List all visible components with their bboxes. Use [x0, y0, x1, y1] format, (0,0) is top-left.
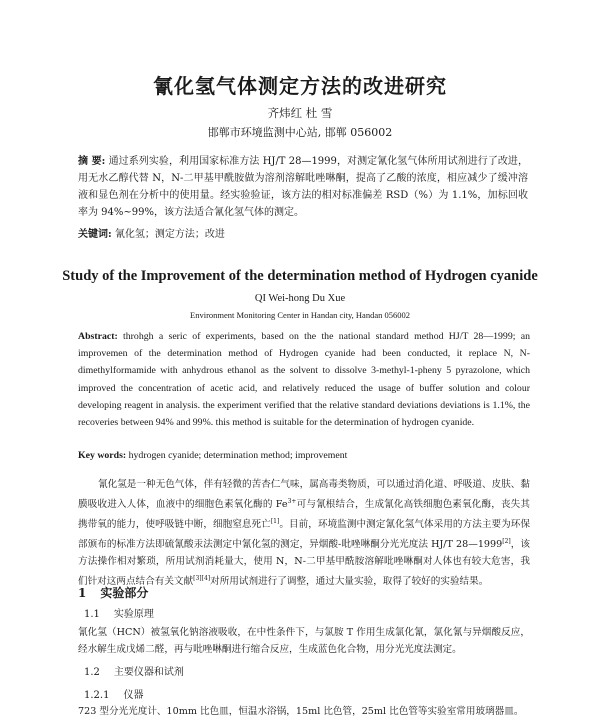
principle-text: 氰化氢（HCN）被氢氧化钠溶液吸收，在中性条件下，与氯胺 T 作用生成氯化氰，氯化氰与异烟酸反应，经水解生成戊烯二醛，再与吡唑啉酮进行缩合反应，生成蓝色化合物，用分光光度法测定。 — [78, 627, 530, 655]
affiliation-en: Environment Monitoring Center in Handan city, Handan 056002 — [190, 310, 410, 320]
keywords-en-label: Key words: — [78, 450, 127, 461]
abstract-cn — [78, 153, 528, 221]
authors-en: QI Wei-hong Du Xue — [254, 293, 346, 304]
intro-sup-1: 3+ — [287, 497, 297, 505]
section-1-1-heading — [84, 605, 154, 620]
section-1-2-heading — [84, 663, 184, 678]
citation-1: [1] — [270, 517, 280, 525]
section-1-2-1-title: 仪器 — [123, 690, 144, 701]
abstract-en-label: Abstract: — [78, 331, 118, 342]
keywords-cn-text: 氰化氢；测定方法；改进 — [114, 229, 225, 240]
instruments-text: 723 型分光光度计、10mm 比色皿，恒温水浴锅，15ml 比色管，25ml 比色管等实验室常用玻璃器皿。 — [78, 706, 524, 717]
abstract-en — [78, 328, 530, 431]
principle-paragraph — [78, 624, 530, 658]
authors-cn: 齐炜红 杜 雪 — [267, 106, 333, 120]
abstract-cn-label: 摘 要: — [78, 156, 106, 167]
instruments-paragraph — [78, 703, 538, 720]
section-1-2-number: 1.2 — [84, 667, 100, 678]
intro-text-1: 氰化氢是一种无色气体，伴有轻微的苦杏仁气味，属高毒类物质，可以通过消化道、呼吸道、皮肤、黏膜吸收进入人体，血液中的细胞色素氧化酶的 Fe — [78, 479, 530, 510]
keywords-cn — [78, 226, 528, 243]
keywords-en-text: hydrogen cyanide; determination method; improvement — [128, 450, 348, 461]
section-1-number: 1 — [78, 586, 87, 600]
intro-text-5: 对所用试剂进行了调整，通过大量实验，取得了较好的实验结果。 — [210, 575, 489, 587]
intro-paragraph — [78, 477, 530, 591]
section-1-title: 实验部分 — [100, 586, 149, 600]
paper-title-en: Study of the Improvement of the determination method of Hydrogen cyanide — [62, 268, 538, 284]
keywords-cn-label: 关键词: — [78, 229, 112, 240]
paper-title-cn: 氰化氢气体测定方法的改进研究 — [153, 74, 447, 98]
abstract-cn-text: 通过系列实验，利用国家标准方法 HJ/T 28—1999，对测定氰化氢气体所用试剂进行了改进，用无水乙醇代替 N，N-二甲基甲酰胺做为溶剂溶解吡唑啉酮，提高了乙酸的浓度，相应减少了缓冲溶液和显色剂在分析中的使用量。经实验验证，该方法的相对标准偏差 RSD（%）为 1.1%，加标回收率为 94%~99%，该方法适合氰化氢气体的测定。 — [78, 156, 528, 218]
citation-3-4: [3][4] — [193, 574, 211, 582]
affiliation-cn: 邯郸市环境监测中心站, 邯郸 056002 — [207, 126, 393, 139]
intro-text-2: 可与氰根结合，生成氰化高铁细胞色素氧化酶，丧失其携带氧的能力，使呼吸链中断，细胞窒息死亡 — [78, 498, 531, 530]
section-1-1-title: 实验原理 — [113, 609, 154, 620]
section-1-2-title: 主要仪器和试剂 — [113, 667, 184, 678]
abstract-en-text: throhgh a seric of experiments, based on the the national standard method HJ/T 28—1999; an improvemen of the determination method of Hydrogen cyanide had been conducted, it replace N, N-dimethylformamide with anhydrous ethanol as the solvent to dissolve 3-methyl-1-pheny 5 pyrazolone, which improved the concentration of acetic acid, and relatively reduced the usage of buffer solution and colour developing reagent in analysis. the experiment verified that the relative standard deviations deviations is 1.1%, the recoveries between 94% and 99%. this method is suitable for the determination of hydrogen cyanide. — [78, 331, 531, 429]
section-1-1-number: 1.1 — [84, 609, 100, 620]
section-1-2-1-heading — [84, 686, 143, 701]
citation-2: [2] — [502, 537, 511, 545]
section-1-heading — [78, 584, 148, 601]
section-1-2-1-number: 1.2.1 — [84, 690, 110, 701]
keywords-en — [78, 447, 530, 464]
intro-text-4: ，该方法操作相对繁琐，所用试剂消耗量大，使用 N，N-二甲基甲酰胺溶解吡唑啉酮对人体也有较大危害，我们针对这两点结合有关文献 — [78, 538, 530, 587]
intro-text-3: 。目前，环境监测中测定氰化氢气体采用的方法主要为环保部颁布的标准方法即硫氰酸汞法测定中氰化氢的测定，异烟酸-吡唑啉酮分光光度法 HJ/T 28—1999 — [78, 518, 531, 550]
